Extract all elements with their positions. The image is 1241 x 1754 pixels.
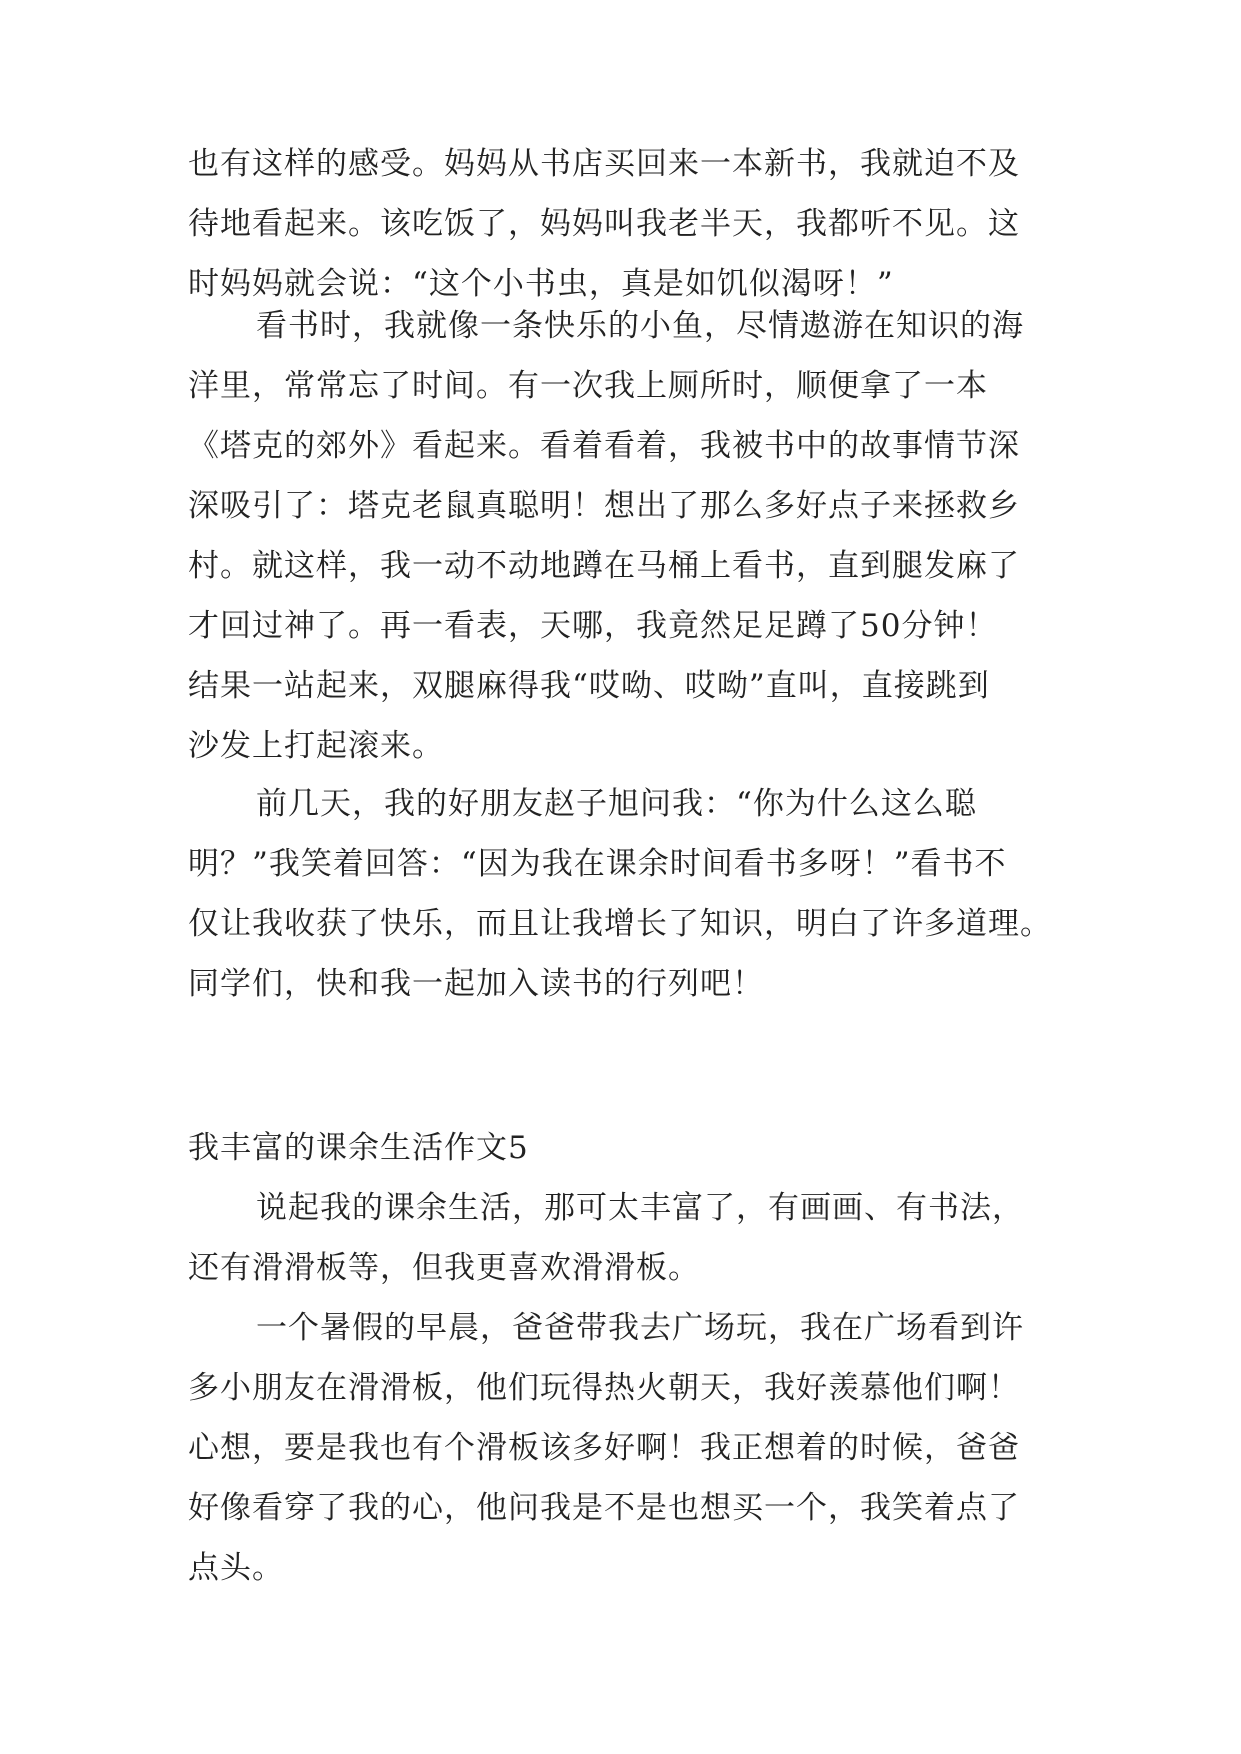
text-line: 村。就这样，我一动不动地蹲在马桶上看书，直到腿发麻了: [188, 548, 1020, 584]
text-line: 仅让我收获了快乐，而且让我增长了知识，明白了许多道理。: [188, 906, 1052, 942]
paragraph-reading-fish: [188, 296, 1058, 776]
paragraph-friend-question: [188, 774, 1058, 1014]
text-line: 深吸引了：塔克老鼠真聪明！想出了那么多好点子来拯救乡: [188, 488, 1020, 524]
text-line: 还有滑滑板等，但我更喜欢滑滑板。: [188, 1250, 700, 1286]
text-line: 结果一站起来，双腿麻得我“哎呦、哎呦”直叫，直接跳到: [188, 668, 990, 704]
paragraph-hobbies: [188, 1178, 1058, 1298]
text-line: 前几天，我的好朋友赵子旭问我：“你为什么这么聪: [256, 786, 977, 822]
text-line: 沙发上打起滚来。: [188, 728, 444, 764]
text-line: 看书时，我就像一条快乐的小鱼，尽情遨游在知识的海: [256, 308, 1024, 344]
text-line: 同学们，快和我一起加入读书的行列吧！: [188, 966, 764, 1002]
text-line: 一个暑假的早晨，爸爸带我去广场玩，我在广场看到许: [256, 1310, 1024, 1346]
essay-heading: 我丰富的课余生活作文5: [188, 1130, 529, 1166]
text-line: 《塔克的郊外》看起来。看着看着，我被书中的故事情节深: [188, 428, 1020, 464]
text-line: 也有这样的感受。妈妈从书店买回来一本新书，我就迫不及: [188, 146, 1020, 182]
text-line: 好像看穿了我的心，他问我是不是也想买一个，我笑着点了: [188, 1490, 1020, 1526]
text-line: 多小朋友在滑滑板，他们玩得热火朝天，我好羡慕他们啊！: [188, 1370, 1020, 1406]
paragraph-skateboard: [188, 1298, 1058, 1598]
text-line: 待地看起来。该吃饭了，妈妈叫我老半天，我都听不见。这: [188, 206, 1020, 242]
text-line: 点头。: [188, 1550, 284, 1586]
text-line: 洋里，常常忘了时间。有一次我上厕所时，顺便拿了一本: [188, 368, 988, 404]
text-line: 说起我的课余生活，那可太丰富了，有画画、有书法，: [256, 1190, 1024, 1226]
text-line: 心想，要是我也有个滑板该多好啊！我正想着的时候，爸爸: [188, 1430, 1020, 1466]
paragraph-continuation: [188, 134, 1058, 314]
text-line: 才回过神了。再一看表，天哪，我竟然足足蹲了50分钟！: [188, 608, 998, 644]
text-line: 时妈妈就会说：“这个小书虫，真是如饥似渴呀！”: [188, 266, 894, 302]
text-line: 明？”我笑着回答：“因为我在课余时间看书多呀！”看书不: [188, 846, 1007, 882]
